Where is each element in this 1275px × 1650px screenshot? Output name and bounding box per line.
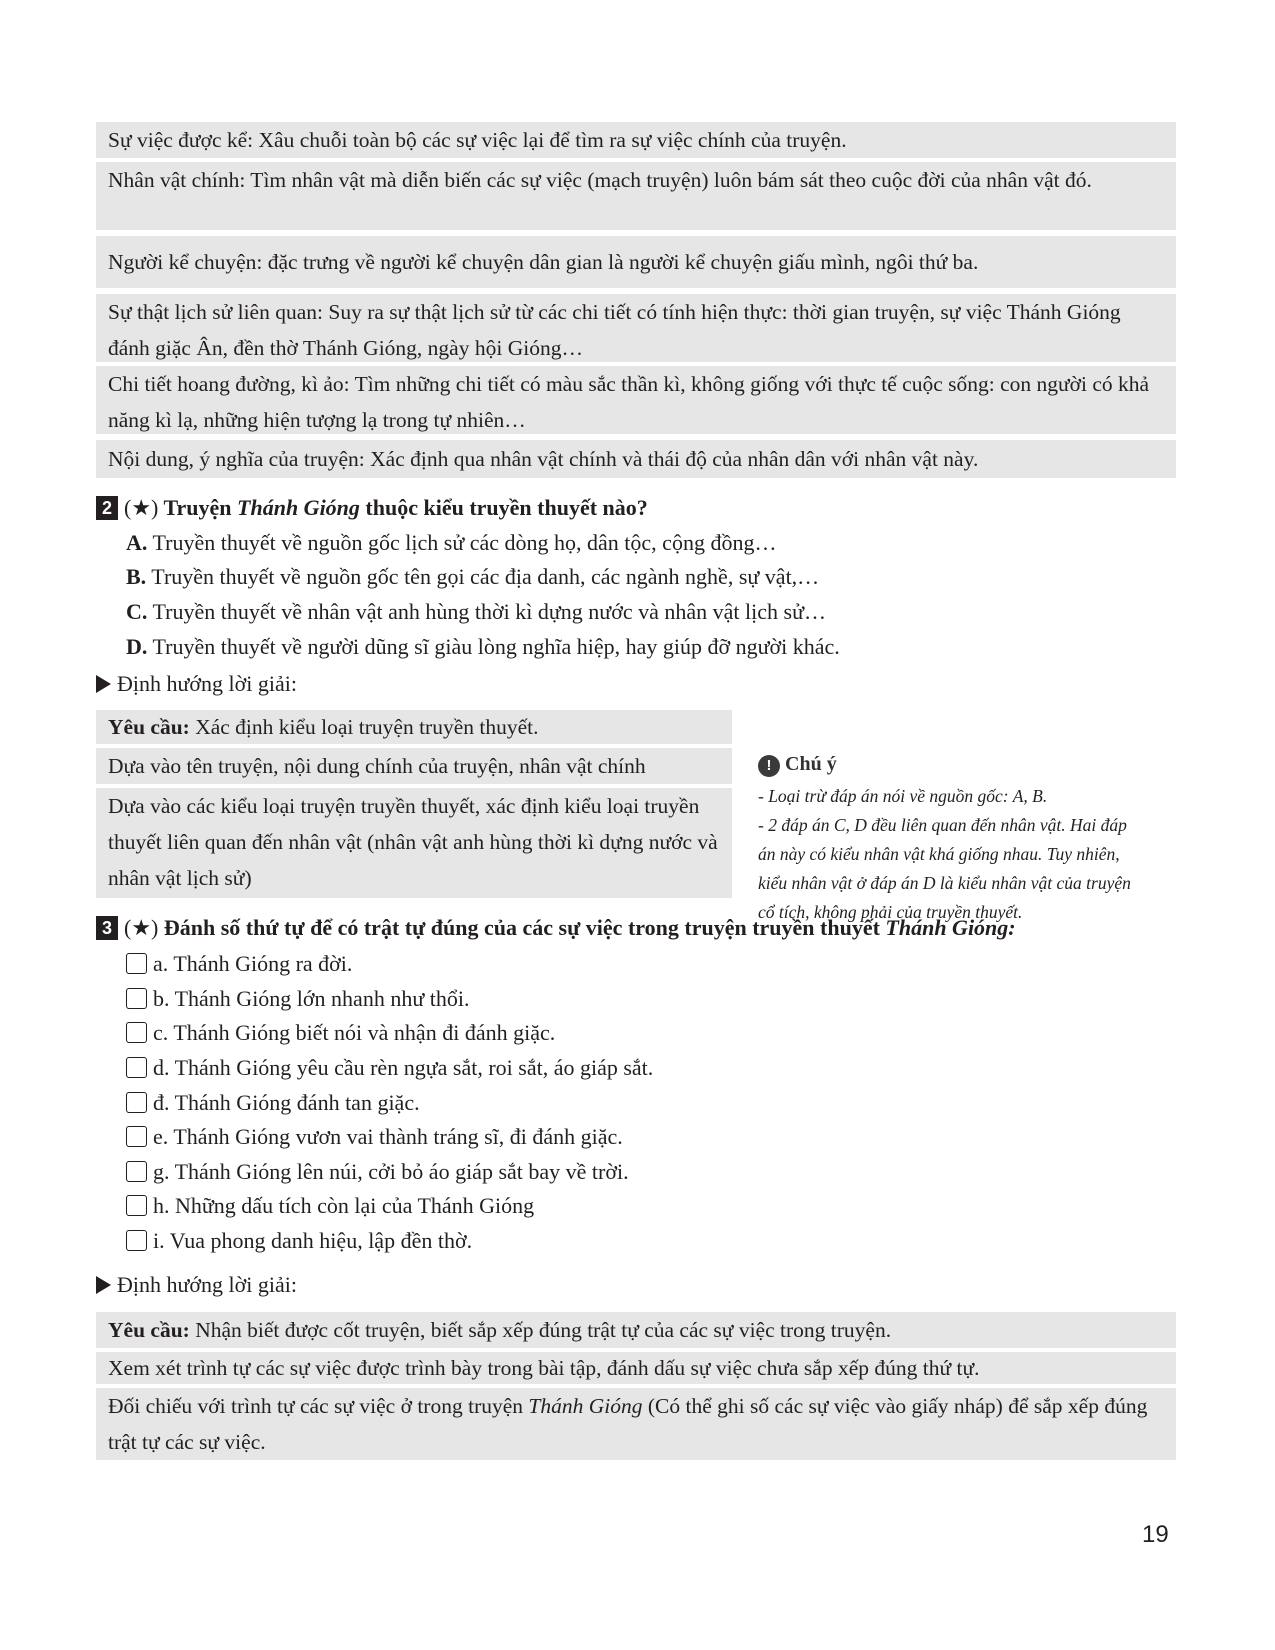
note-line: cổ tích, không phải của truyền thuyết. (758, 902, 1023, 922)
question-2-heading (96, 493, 648, 523)
info-row-chi-tiet: Chi tiết hoang đường, kì ảo: Tìm những chi tiết có màu sắc thần kì, không giống với thực tế cuộc sống: con người có khả năng kì lạ, những hiện tượng lạ trong tự nhiên… (96, 366, 1176, 434)
checkbox[interactable] (126, 953, 147, 974)
option-b: B. Truyền thuyết về nguồn gốc tên gọi các địa danh, các ngành nghề, sự vật,… (126, 564, 820, 589)
info-row-nhan-vat: Nhân vật chính: Tìm nhân vật mà diễn biến các sự việc (mạch truyện) luôn bám sát theo cuộc đời của nhân vật đó. (96, 162, 1176, 230)
checkbox[interactable] (126, 1126, 147, 1147)
note-line: - 2 đáp án C, D đều liên quan đến nhân vật. Hai đáp (758, 815, 1127, 835)
star-difficulty: (★) (124, 495, 159, 520)
guide-row-yeu-cau-q2: Yêu cầu: Xác định kiểu loại truyện truyền thuyết. (96, 710, 732, 744)
question-3-heading (96, 913, 1016, 943)
question-number-badge: 2 (96, 496, 118, 520)
star-difficulty: (★) (124, 915, 159, 940)
play-triangle-icon (96, 675, 111, 693)
info-row-nguoi-ke: Người kể chuyện: đặc trưng về người kể chuyện dân gian là người kể chuyện giấu mình, ngôi thứ ba. (96, 236, 1176, 288)
question-3-title: Đánh số thứ tự để có trật tự đúng của các sự việc trong truyện truyền thuyết Thánh Gióng: (163, 915, 1016, 940)
checklist-item[interactable]: đ. Thánh Gióng đánh tan giặc. (126, 1088, 420, 1118)
checklist-item[interactable]: b. Thánh Gióng lớn nhanh như thổi. (126, 984, 469, 1014)
note-line: - Loại trừ đáp án nói về nguồn gốc: A, B. (758, 786, 1048, 806)
checkbox[interactable] (126, 1161, 147, 1182)
guide-row-xem-xet-q3: Xem xét trình tự các sự việc được trình bày trong bài tập, đánh dấu sự việc chưa sắp xếp đúng thứ tự. (96, 1352, 1176, 1384)
question-2-title: Truyện Thánh Gióng thuộc kiểu truyền thuyết nào? (163, 495, 648, 520)
page-number: 19 (1142, 1521, 1169, 1548)
checklist-item[interactable]: d. Thánh Gióng yêu cầu rèn ngựa sắt, roi sắt, áo giáp sắt. (126, 1053, 653, 1083)
note-heading: ! Chú ý (758, 750, 1188, 778)
play-triangle-icon (96, 1276, 111, 1294)
info-row-su-viec: Sự việc được kể: Xâu chuỗi toàn bộ các sự việc lại để tìm ra sự việc chính của truyện. (96, 122, 1176, 158)
question-number-badge: 3 (96, 916, 118, 940)
checkbox[interactable] (126, 988, 147, 1009)
guide-row-yeu-cau-q3: Yêu cầu: Nhận biết được cốt truyện, biết sắp xếp đúng trật tự của các sự việc trong truyện. (96, 1312, 1176, 1348)
checkbox[interactable] (126, 1057, 147, 1078)
checklist-item[interactable]: a. Thánh Gióng ra đời. (126, 949, 352, 979)
checkbox[interactable] (126, 1195, 147, 1216)
option-d: D. Truyền thuyết về người dũng sĩ giàu lòng nghĩa hiệp, hay giúp đỡ người khác. (126, 634, 840, 659)
checklist-item[interactable]: i. Vua phong danh hiệu, lập đền thờ. (126, 1226, 472, 1256)
checklist-item[interactable]: c. Thánh Gióng biết nói và nhận đi đánh giặc. (126, 1018, 555, 1048)
info-row-su-that: Sự thật lịch sử liên quan: Suy ra sự thật lịch sử từ các chi tiết có tính hiện thực: thời gian truyện, sự việc Thánh Gióng đánh giặc Ân, đền thờ Thánh Gióng, ngày hội Gióng… (96, 294, 1176, 362)
checkbox[interactable] (126, 1092, 147, 1113)
guide-heading-q2: Định hướng lời giải: (96, 669, 297, 699)
checklist-item[interactable]: h. Những dấu tích còn lại của Thánh Gióng (126, 1191, 534, 1221)
note-line: kiểu nhân vật ở đáp án D là kiểu nhân vật của truyện (758, 873, 1131, 893)
info-row-noi-dung: Nội dung, ý nghĩa của truyện: Xác định qua nhân vật chính và thái độ của nhân dân với nhân vật này. (96, 440, 1176, 478)
warning-icon: ! (758, 755, 780, 777)
checkbox[interactable] (126, 1230, 147, 1251)
guide-row-doi-chieu-q3: Đối chiếu với trình tự các sự việc ở trong truyện Thánh Gióng (Có thể ghi số các sự việc vào giấy nháp) để sắp xếp đúng trật tự các sự việc. (96, 1388, 1176, 1460)
note-line: án này có kiểu nhân vật khá giống nhau. Tuy nhiên, (758, 844, 1120, 864)
guide-row-dua-vao-q2: Dựa vào tên truyện, nội dung chính của truyện, nhân vật chính (96, 748, 732, 784)
option-c: C. Truyền thuyết về nhân vật anh hùng thời kì dựng nước và nhân vật lịch sử… (126, 599, 827, 624)
note-box (758, 750, 1188, 927)
checklist-item[interactable]: g. Thánh Gióng lên núi, cởi bỏ áo giáp sắt bay về trời. (126, 1157, 629, 1187)
guide-heading-q3: Định hướng lời giải: (96, 1270, 297, 1300)
checkbox[interactable] (126, 1022, 147, 1043)
checklist-item[interactable]: e. Thánh Gióng vươn vai thành tráng sĩ, đi đánh giặc. (126, 1122, 623, 1152)
option-a: A. Truyền thuyết về nguồn gốc lịch sử các dòng họ, dân tộc, cộng đồng… (126, 530, 777, 555)
guide-row-kieu-loai-q2: Dựa vào các kiểu loại truyện truyền thuyết, xác định kiểu loại truyền thuyết liên quan đến nhân vật (nhân vật anh hùng thời kì dựng nước và nhân vật lịch sử) (96, 788, 732, 898)
